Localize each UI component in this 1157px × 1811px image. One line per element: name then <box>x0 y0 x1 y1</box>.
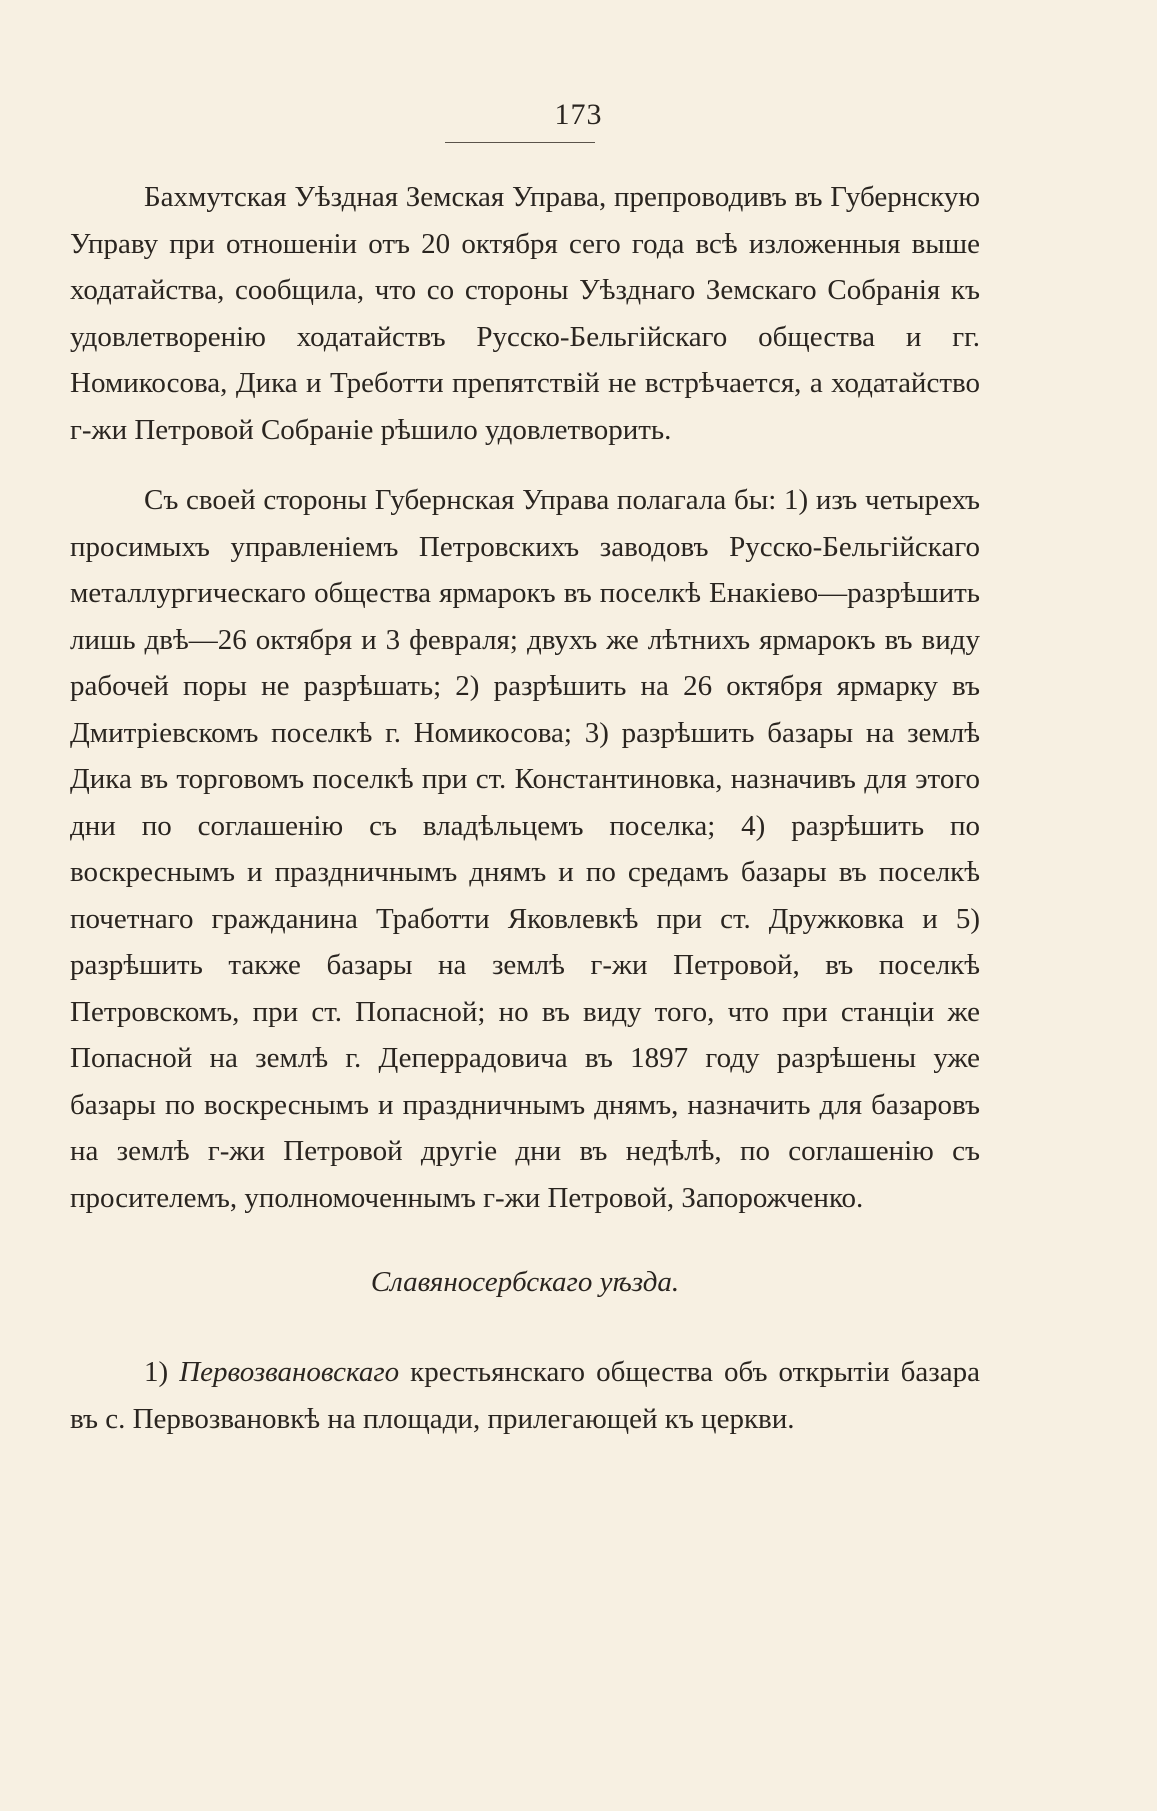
page-number: 173 <box>554 98 603 131</box>
page-number-rule <box>445 142 595 143</box>
section-heading: Славяносербскаго уѣзда. <box>370 1266 680 1298</box>
list-item <box>70 1349 980 1442</box>
paragraph: Съ своей стороны Губернская Управа полагала бы: 1) изъ четырехъ просимыхъ управленіемъ Петровскихъ заводовъ Русско-Бельгійскаго металлургическаго общества ярмарокъ въ поселкѣ Енакіево—разрѣшить лишь двѣ—26 октября и 3 февраля; двухъ же лѣтнихъ ярмарокъ въ виду рабочей поры не разрѣшать; 2) разрѣшить на 26 октября ярмарку въ Дмитріевскомъ поселкѣ г. Номикосова; 3) разрѣшить базары на землѣ Дика въ торговомъ поселкѣ при ст. Константиновка, назначивъ для этого дни по соглашенію съ владѣльцемъ поселка; 4) разрѣшить по воскреснымъ и праздничнымъ днямъ и по средамъ базары въ поселкѣ почетнаго гражданина Тработти Яковлевкѣ при ст. Дружковка и 5) разрѣшить также базары на землѣ г-жи Петровой, въ поселкѣ Петровскомъ, при ст. Попасной; но въ виду того, что при станціи же Попасной на землѣ г. Деперрадовича въ 1897 году разрѣшены уже базары по воскреснымъ и праздничнымъ днямъ, назначить для базаровъ на землѣ г-жи Петровой другіе дни въ недѣлѣ, по соглашенію съ просителемъ, уполномоченнымъ г-жи Петровой, Запорожченко. <box>70 484 980 1214</box>
body-text <box>70 174 980 1442</box>
paragraph: Бахмутская Уѣздная Земская Управа, препроводивъ въ Губернскую Управу при отношеніи отъ 20 октября сего года всѣ изложенныя выше ходатайства, сообщила, что со стороны Уѣзднаго Земскаго Собранія къ удовлетворенію ходатайствъ Русско-Бельгійскаго общества и гг. Номикосова, Дика и Треботти препятствій не встрѣчается, а ходатайство г-жи Петровой Собраніе рѣшило удовлетворить. <box>70 181 980 446</box>
item-italic-name: Первозвановскаго <box>179 1356 400 1388</box>
item-text: крестьянскаго общества объ открытіи базара въ с. Первозвановкѣ на площади, прилегающей къ церкви. <box>70 1356 980 1435</box>
item-number: 1) <box>144 1356 169 1388</box>
